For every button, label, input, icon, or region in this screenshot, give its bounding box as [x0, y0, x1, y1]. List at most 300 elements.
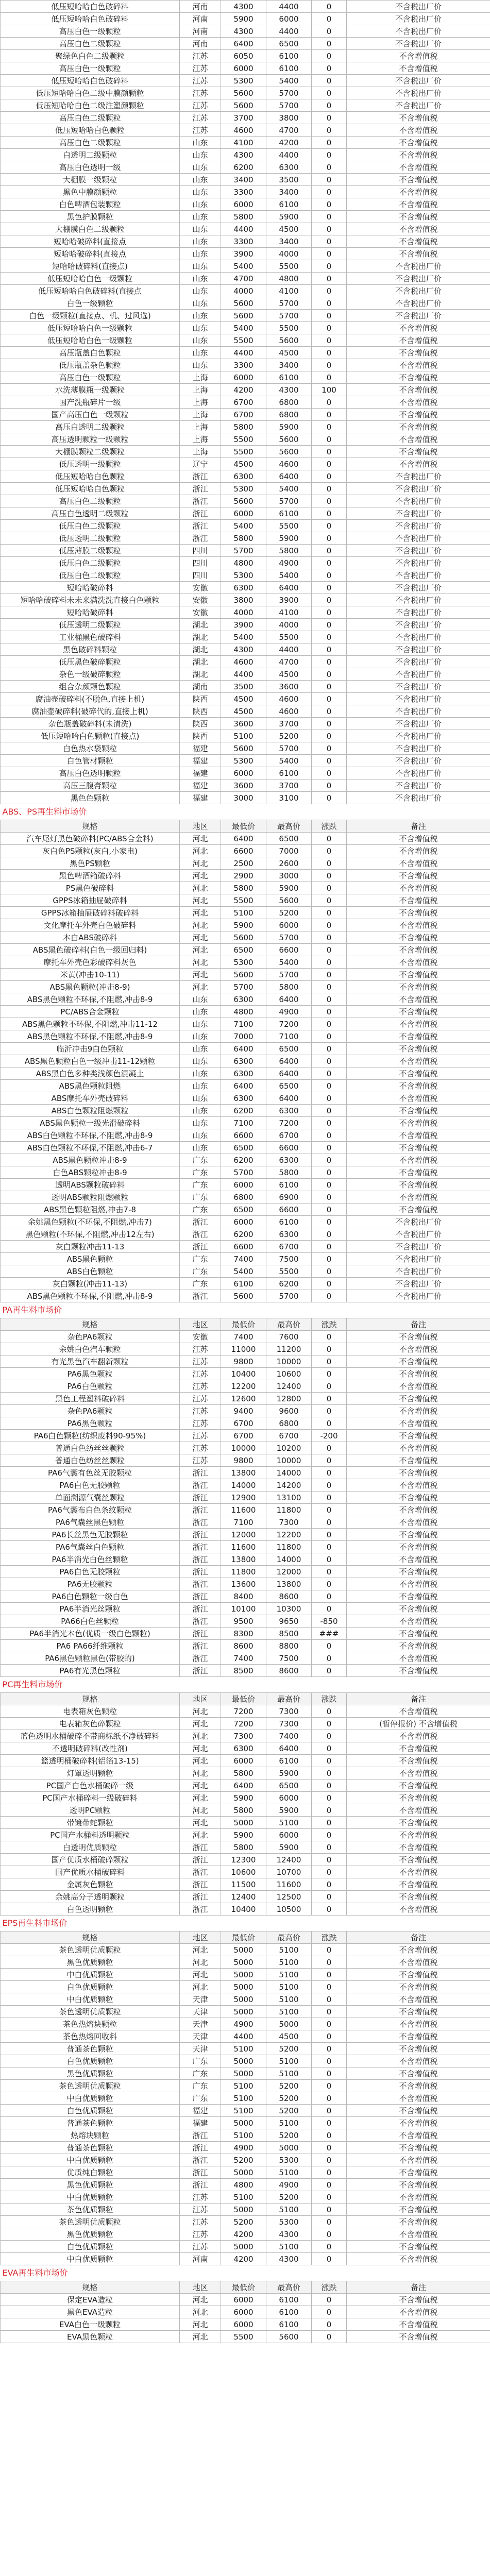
change-cell: 0 [312, 2204, 347, 2216]
region-cell: 浙江 [180, 1241, 221, 1253]
region-cell: 江苏 [180, 2228, 221, 2241]
change-cell: 0 [312, 845, 347, 857]
region-cell: 浙江 [180, 1290, 221, 1302]
low-price-cell: 12400 [221, 1891, 266, 1903]
high-price-cell: 4500 [266, 668, 312, 681]
low-price-cell: 4200 [221, 384, 266, 396]
table-row [1, 532, 490, 545]
table-row [1, 557, 490, 569]
low-price-cell: 6400 [221, 1080, 266, 1092]
table-row [1, 656, 490, 668]
change-cell: 0 [312, 1767, 347, 1780]
section-title-row [1, 1677, 490, 1693]
low-price-cell: 5300 [221, 569, 266, 582]
high-price-cell: 6000 [266, 1792, 312, 1804]
change-cell: 0 [312, 606, 347, 619]
table-row [1, 779, 490, 792]
low-price-cell: 5300 [221, 483, 266, 495]
low-price-cell: 5200 [221, 2216, 266, 2228]
change-cell: 0 [312, 619, 347, 631]
low-price-cell: 5700 [221, 545, 266, 557]
change-cell: 0 [312, 2331, 347, 2343]
note-cell: 不含增值税 [347, 2204, 490, 2216]
note-cell: 不含增值税 [347, 969, 490, 981]
low-price-cell: 5000 [221, 1956, 266, 1969]
high-price-cell: 4800 [266, 273, 312, 285]
low-price-cell: 5600 [221, 969, 266, 981]
table-row [1, 1467, 490, 1479]
high-price-cell: 5100 [266, 2067, 312, 2080]
high-price-cell: 5000 [266, 2018, 312, 2030]
table-row [1, 1067, 490, 1080]
region-cell: 山东 [180, 161, 221, 174]
change-cell: 0 [312, 433, 347, 446]
low-price-cell: 3600 [221, 779, 266, 792]
low-price-cell: 6000 [221, 1179, 266, 1191]
note-cell: 不含增值税 [347, 907, 490, 919]
spec-cell: 茶色优质颗粒 [1, 2204, 180, 2216]
low-price-cell: 4000 [221, 285, 266, 297]
region-cell: 陕西 [180, 705, 221, 718]
spec-cell: 低压白色二级颗粒 [1, 569, 180, 582]
note-cell: 不含增值税 [347, 384, 490, 396]
spec-cell: ABS黑色颗粒白色一级冲击11-12颗粒 [1, 1055, 180, 1067]
high-price-cell: 5100 [266, 2166, 312, 2179]
table-row [1, 2306, 490, 2318]
table-row [1, 1191, 490, 1204]
change-cell: 0 [312, 446, 347, 458]
spec-cell: 文化摩托车外壳白色破碎料 [1, 919, 180, 931]
high-price-cell: 5200 [266, 2080, 312, 2092]
note-cell: 不含增值税 [347, 2241, 490, 2253]
note-cell: 不含增值税 [347, 186, 490, 198]
table-row [1, 944, 490, 956]
high-price-cell: 7200 [266, 1117, 312, 1129]
change-cell: 0 [312, 1142, 347, 1154]
spec-cell: 中白优质颗粒 [1, 1969, 180, 1981]
high-price-cell: 10200 [266, 1442, 312, 1454]
change-cell: 0 [312, 870, 347, 882]
region-cell: 天津 [180, 1993, 221, 2006]
low-price-cell: 6400 [221, 1043, 266, 1055]
region-cell: 河北 [180, 1804, 221, 1817]
region-cell: 浙江 [180, 495, 221, 507]
high-price-cell: 6700 [266, 1129, 312, 1142]
note-cell: 不含增值税 [347, 2154, 490, 2166]
region-cell: 山东 [180, 273, 221, 285]
change-cell: 0 [312, 260, 347, 273]
high-price-cell: 6100 [266, 50, 312, 62]
low-price-cell: 5600 [221, 99, 266, 112]
note-cell: 不含增值税 [347, 1393, 490, 1405]
region-cell: 浙江 [180, 470, 221, 483]
note-cell: 不含增值税 [347, 845, 490, 857]
region-cell: 广东 [180, 1253, 221, 1265]
region-cell: 江苏 [180, 2241, 221, 2253]
change-cell: 0 [312, 62, 347, 75]
spec-cell: ABS黑色颗粒不环保,不阻燃,冲击11-12 [1, 1018, 180, 1030]
region-cell: 江苏 [180, 1380, 221, 1393]
low-price-cell: 6200 [221, 1228, 266, 1241]
region-cell: 山东 [180, 1018, 221, 1030]
region-cell: 四川 [180, 545, 221, 557]
high-price-cell: 7000 [266, 845, 312, 857]
low-price-cell: 4600 [221, 656, 266, 668]
low-price-cell: 5000 [221, 2067, 266, 2080]
low-price-cell: 6500 [221, 1142, 266, 1154]
spec-cell: ABS黑色颗粒不环保,不阻燃,冲击8-9 [1, 993, 180, 1006]
high-price-cell: 4500 [266, 2030, 312, 2043]
note-cell: 不含增值税 [347, 1969, 490, 1981]
region-cell: 广东 [180, 1179, 221, 1191]
column-header: 备注 [347, 1931, 490, 1944]
table-row [1, 1516, 490, 1529]
low-price-cell: 7100 [221, 1516, 266, 1529]
table-row [1, 1228, 490, 1241]
spec-cell: ABS白色颗粒不环保,不阻燃,冲击6-7 [1, 1142, 180, 1154]
change-cell: 0 [312, 149, 347, 161]
high-price-cell: 5100 [266, 2117, 312, 2129]
table-row [1, 730, 490, 742]
spec-cell: 高压白色二级颗粒 [1, 137, 180, 149]
change-cell: 0 [312, 705, 347, 718]
low-price-cell: 2500 [221, 857, 266, 870]
table-row [1, 1343, 490, 1355]
spec-cell: 腐油壶破碎料(破碎代的,直接上机) [1, 705, 180, 718]
table-row [1, 1043, 490, 1055]
spec-cell: 普通白色纺丝丝颗粒 [1, 1454, 180, 1467]
high-price-cell: 4900 [266, 2179, 312, 2191]
high-price-cell: 3500 [266, 174, 312, 186]
region-cell: 河北 [180, 882, 221, 894]
spec-cell: 低压短哈哈白色颗粒 [1, 470, 180, 483]
high-price-cell: 5700 [266, 297, 312, 310]
high-price-cell: 5700 [266, 969, 312, 981]
table-row [1, 1241, 490, 1253]
change-cell: 0 [312, 520, 347, 532]
spec-cell: 带镀带蛇颗粒 [1, 1817, 180, 1829]
spec-cell: PA6长丝黑色无胶颗粒 [1, 1529, 180, 1541]
region-cell: 上海 [180, 396, 221, 409]
low-price-cell: 8400 [221, 1590, 266, 1603]
table-row [1, 1817, 490, 1829]
high-price-cell: 3700 [266, 779, 312, 792]
note-cell: 不含增值税 [347, 322, 490, 334]
region-cell: 广东 [180, 2080, 221, 2092]
section-title-row [1, 804, 490, 820]
region-cell: 江苏 [180, 112, 221, 124]
region-cell: 河北 [180, 1944, 221, 1956]
low-price-cell: 4400 [221, 223, 266, 235]
spec-cell: 有光黑色汽车翻新颗粒 [1, 1355, 180, 1368]
change-cell: 0 [312, 2092, 347, 2105]
low-price-cell: 5000 [221, 2117, 266, 2129]
spec-cell: 低压薄膜二级颗粒 [1, 545, 180, 557]
table-row [1, 606, 490, 619]
table-row [1, 1055, 490, 1067]
low-price-cell: 6000 [221, 198, 266, 211]
high-price-cell: 5800 [266, 545, 312, 557]
note-cell: 不含税出厂价 [347, 310, 490, 322]
spec-cell: 透明PC颗粒 [1, 1804, 180, 1817]
region-cell: 山东 [180, 1142, 221, 1154]
change-cell: 0 [312, 1055, 347, 1067]
region-cell: 浙江 [180, 1578, 221, 1590]
table-row [1, 1430, 490, 1442]
note-cell: 不含增值税 [347, 2018, 490, 2030]
table-row [1, 285, 490, 297]
high-price-cell: 3800 [266, 112, 312, 124]
low-price-cell: 6300 [221, 1092, 266, 1105]
spec-cell: 白色热水袋颗粒 [1, 742, 180, 755]
high-price-cell: 7200 [266, 1018, 312, 1030]
high-price-cell: 6400 [266, 470, 312, 483]
note-cell: 不含税出厂价 [347, 779, 490, 792]
region-cell: 山东 [180, 1080, 221, 1092]
change-cell: 0 [312, 532, 347, 545]
change-cell: 0 [312, 582, 347, 594]
change-cell: 0 [312, 2006, 347, 2018]
spec-cell: 电表箱灰色颗粒 [1, 1705, 180, 1718]
note-cell: 不含税出厂价 [347, 730, 490, 742]
note-cell: 不含增值税 [347, 433, 490, 446]
spec-cell: 低压短哈哈白色破碎料(直接点 [1, 285, 180, 297]
region-cell: 浙江 [180, 520, 221, 532]
column-header: 地区 [180, 2281, 221, 2294]
high-price-cell: 5600 [266, 2331, 312, 2343]
high-price-cell: 5100 [266, 1981, 312, 1993]
spec-cell: 大棚膜一级颗粒 [1, 174, 180, 186]
high-price-cell: 3700 [266, 718, 312, 730]
table-row [1, 1018, 490, 1030]
table-row [1, 2216, 490, 2228]
table-row [1, 62, 490, 75]
note-cell: 不含增值税 [347, 1454, 490, 1467]
spec-cell: 低压瓶盖杂色颗粒 [1, 359, 180, 371]
spec-cell: ABS黑色颗粒不环保,不阻燃,冲击8-9 [1, 1290, 180, 1302]
high-price-cell: 4500 [266, 347, 312, 359]
table-row [1, 359, 490, 371]
column-header-row [1, 1931, 490, 1944]
region-cell: 广东 [180, 2092, 221, 2105]
high-price-cell: 14200 [266, 1479, 312, 1492]
high-price-cell: 10000 [266, 1355, 312, 1368]
note-cell: 不含增值税 [347, 235, 490, 248]
low-price-cell: 5400 [221, 631, 266, 643]
spec-cell: 短哈哈破碎料 [1, 582, 180, 594]
spec-cell: ABS黑色颗粒冲击8-9 [1, 1154, 180, 1166]
spec-cell: 中白优质颗粒 [1, 2191, 180, 2204]
region-cell: 上海 [180, 421, 221, 433]
high-price-cell: 5200 [266, 2043, 312, 2055]
table-row [1, 2055, 490, 2067]
change-cell: 0 [312, 1467, 347, 1479]
note-cell: 不含税出厂价 [347, 656, 490, 668]
note-cell: 不含税出厂价 [347, 1278, 490, 1290]
table-row [1, 1105, 490, 1117]
low-price-cell: 4600 [221, 124, 266, 137]
spec-cell: 低压短哈哈白色颗粒 [1, 483, 180, 495]
spec-cell: 低压短哈哈白色颗粒 [1, 124, 180, 137]
low-price-cell: 5000 [221, 1944, 266, 1956]
table-row [1, 483, 490, 495]
table-row [1, 1878, 490, 1891]
high-price-cell: 5500 [266, 520, 312, 532]
spec-cell: 低压白色二级颗粒 [1, 557, 180, 569]
high-price-cell: 12200 [266, 1529, 312, 1541]
change-cell: 0 [312, 1829, 347, 1841]
region-cell: 浙江 [180, 1553, 221, 1566]
note-cell: 不含增值税 [347, 1817, 490, 1829]
table-row [1, 223, 490, 235]
low-price-cell: 3500 [221, 681, 266, 693]
spec-cell: 腐油壶破碎料(不脱色,直接上机) [1, 693, 180, 705]
spec-cell: 白色啤酒包装颗粒 [1, 198, 180, 211]
spec-cell: PA6黑色颗粒黑色(带胶的) [1, 1652, 180, 1665]
high-price-cell: 5400 [266, 569, 312, 582]
table-row [1, 693, 490, 705]
change-cell: 0 [312, 2253, 347, 2265]
spec-cell: 杂色PA6颗粒 [1, 1331, 180, 1343]
low-price-cell: 7100 [221, 1018, 266, 1030]
note-cell: 不含增值税 [347, 62, 490, 75]
change-cell: 0 [312, 334, 347, 347]
low-price-cell: 5800 [221, 882, 266, 894]
table-row [1, 619, 490, 631]
high-price-cell: 5400 [266, 755, 312, 767]
region-cell: 浙江 [180, 507, 221, 520]
spec-cell: ABS黑色颗粒 [1, 1253, 180, 1265]
change-cell: 0 [312, 1228, 347, 1241]
spec-cell: PA6 PA66纤维颗粒 [1, 1640, 180, 1652]
change-cell: 0 [312, 285, 347, 297]
low-price-cell: 12000 [221, 1529, 266, 1541]
low-price-cell: 5800 [221, 1841, 266, 1854]
low-price-cell: 10000 [221, 1442, 266, 1454]
table-row [1, 1956, 490, 1969]
change-cell: 0 [312, 1154, 347, 1166]
high-price-cell: 6500 [266, 833, 312, 845]
low-price-cell: 6300 [221, 993, 266, 1006]
change-cell: 0 [312, 956, 347, 969]
change-cell: 0 [312, 931, 347, 944]
region-cell: 河北 [180, 969, 221, 981]
change-cell: 0 [312, 545, 347, 557]
table-row [1, 969, 490, 981]
note-cell: 不含增值税 [347, 833, 490, 845]
region-cell: 山东 [180, 310, 221, 322]
low-price-cell: 5600 [221, 931, 266, 944]
table-row [1, 1944, 490, 1956]
high-price-cell: 11200 [266, 1343, 312, 1355]
change-cell: 0 [312, 1841, 347, 1854]
spec-cell: 杂色PA6颗粒 [1, 1405, 180, 1417]
change-cell: 0 [312, 2018, 347, 2030]
low-price-cell: 4400 [221, 2030, 266, 2043]
low-price-cell: 5000 [221, 2006, 266, 2018]
low-price-cell: 4200 [221, 2228, 266, 2241]
high-price-cell: 11600 [266, 1878, 312, 1891]
table-row [1, 458, 490, 470]
spec-cell: 低压短哈哈白色破碎料 [1, 13, 180, 25]
table-row [1, 1730, 490, 1742]
region-cell: 江苏 [180, 1393, 221, 1405]
column-header: 地区 [180, 1931, 221, 1944]
column-header: 备注 [347, 820, 490, 833]
note-cell: 不含增值税 [347, 894, 490, 907]
table-row [1, 2117, 490, 2129]
change-cell: 0 [312, 894, 347, 907]
spec-cell: PA6白色颗粒一级白色 [1, 1590, 180, 1603]
spec-cell: 米黄(冲击10-11) [1, 969, 180, 981]
high-price-cell: 6400 [266, 993, 312, 1006]
spec-cell: PA6气囊丝黑色颗粒 [1, 1516, 180, 1529]
high-price-cell: 7300 [266, 1705, 312, 1718]
table-row [1, 1755, 490, 1767]
low-price-cell: 6300 [221, 470, 266, 483]
note-cell: 不含增值税 [347, 1603, 490, 1615]
high-price-cell: 12800 [266, 1393, 312, 1405]
table-row [1, 2092, 490, 2105]
table-row [1, 956, 490, 969]
low-price-cell: 9400 [221, 1405, 266, 1417]
low-price-cell: 6300 [221, 1067, 266, 1080]
low-price-cell: 5100 [221, 2092, 266, 2105]
region-cell: 山东 [180, 198, 221, 211]
region-cell: 河南 [180, 1, 221, 13]
note-cell: 不含税出厂价 [347, 495, 490, 507]
change-cell: 0 [312, 1578, 347, 1590]
low-price-cell: 4000 [221, 606, 266, 619]
table-row [1, 1903, 490, 1916]
low-price-cell: 5700 [221, 1166, 266, 1179]
change-cell: 0 [312, 767, 347, 779]
region-cell: 浙江 [180, 1615, 221, 1628]
spec-cell: 茶色热熔块颗粒 [1, 2018, 180, 2030]
note-cell: 不含增值税 [347, 1380, 490, 1393]
high-price-cell: 5100 [266, 1993, 312, 2006]
region-cell: 福建 [180, 779, 221, 792]
low-price-cell: 6400 [221, 833, 266, 845]
note-cell: 不含增值税 [347, 334, 490, 347]
high-price-cell: 6000 [266, 13, 312, 25]
spec-cell: 透明ABS颗粒破碎料 [1, 1179, 180, 1191]
table-row [1, 1780, 490, 1792]
change-cell: 0 [312, 792, 347, 804]
spec-cell: PA6白色无胶颗粒 [1, 1566, 180, 1578]
table-row [1, 470, 490, 483]
spec-cell: 国产优质水桶破碎颗粒 [1, 1854, 180, 1866]
table-row [1, 1652, 490, 1665]
spec-cell: ABS黑色颗粒阻燃 [1, 1080, 180, 1092]
low-price-cell: 5000 [221, 1969, 266, 1981]
table-row [1, 322, 490, 334]
spec-cell: PA6白色无胶颗粒 [1, 1479, 180, 1492]
change-cell: 0 [312, 1092, 347, 1105]
low-price-cell: 6700 [221, 409, 266, 421]
region-cell: 山东 [180, 223, 221, 235]
change-cell: 0 [312, 198, 347, 211]
table-row [1, 1030, 490, 1043]
change-cell: 0 [312, 1368, 347, 1380]
note-cell: 不含税出厂价 [347, 619, 490, 631]
high-price-cell: 5100 [266, 1956, 312, 1969]
table-row [1, 681, 490, 693]
table-row [1, 1767, 490, 1780]
high-price-cell: 6000 [266, 1829, 312, 1841]
change-cell: 0 [312, 1018, 347, 1030]
change-cell: 0 [312, 1331, 347, 1343]
